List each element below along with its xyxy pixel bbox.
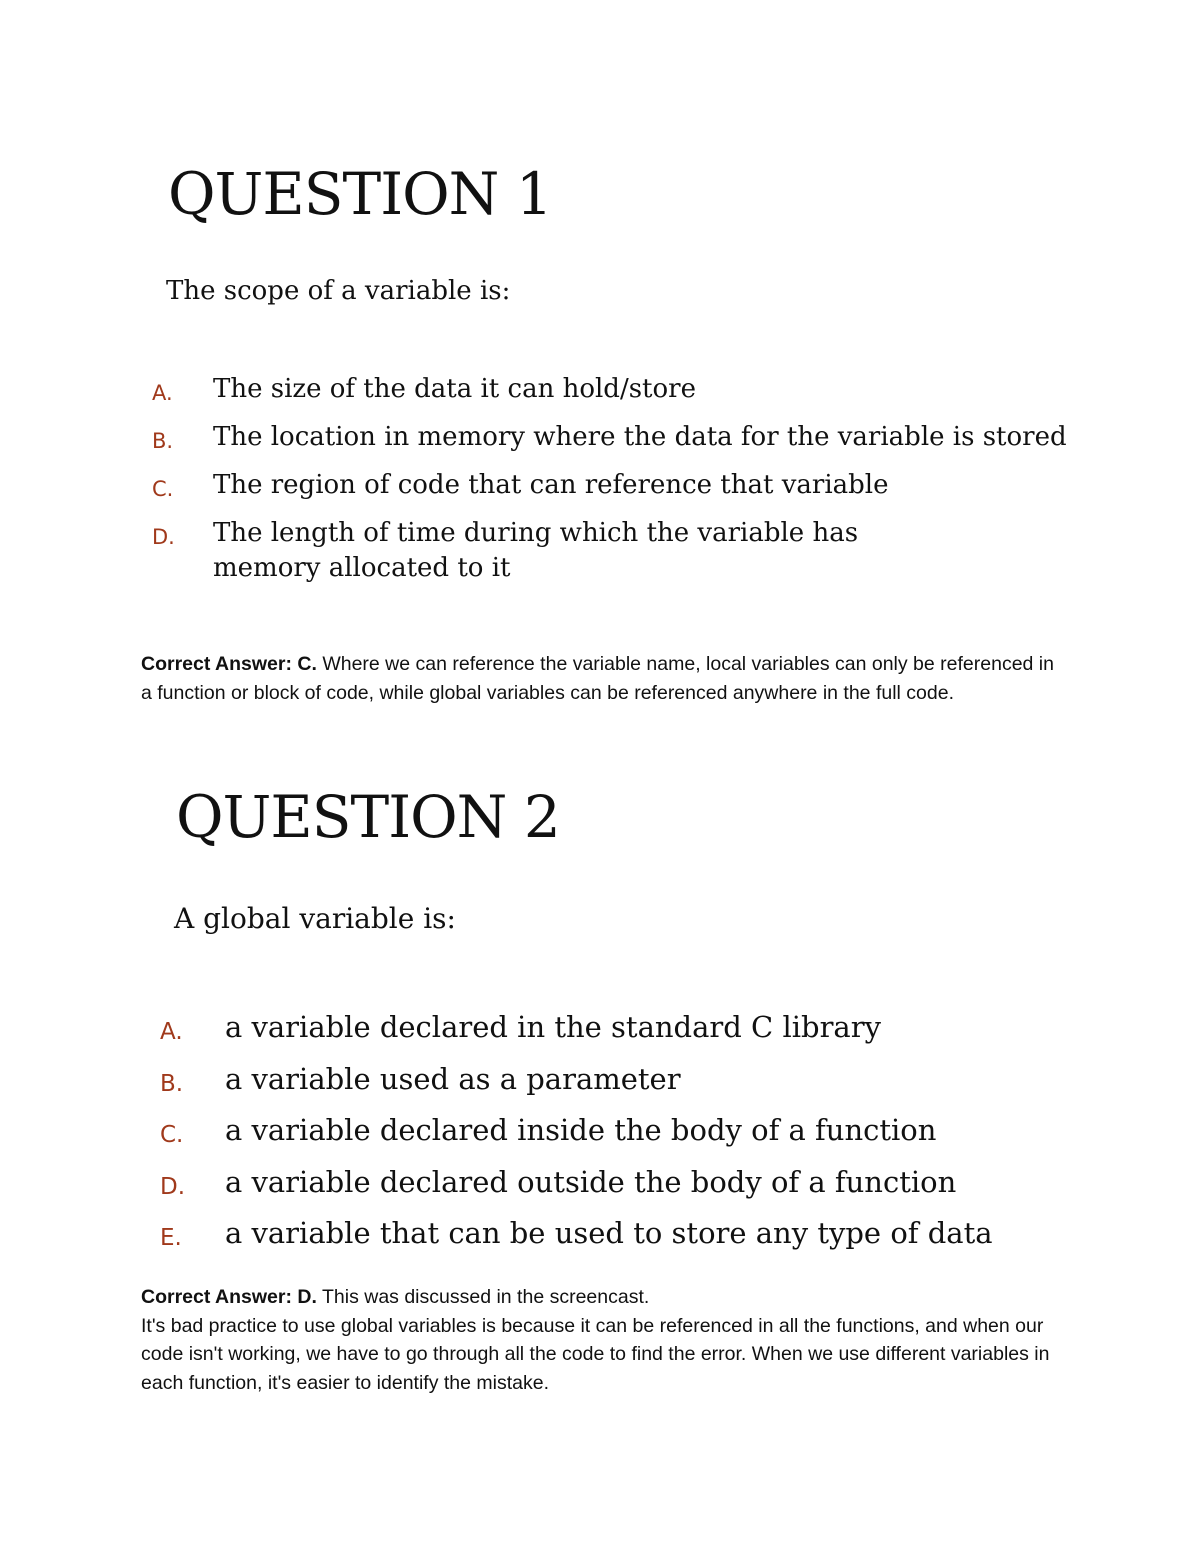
- option-text: a variable that can be used to store any type of data: [225, 1216, 993, 1250]
- option-text: a variable declared in the standard C library: [225, 1010, 881, 1044]
- option-text: a variable declared outside the body of a function: [225, 1164, 957, 1199]
- answer-extra-explanation: It's bad practice to use global variables is because it can be referenced in all the functions, and when our code isn't working, we have to go through all the code to find the error. When we use different variables in each function, it's easier to identify the mistake.: [141, 1314, 1050, 1395]
- question-2-option-b: [160, 1058, 1120, 1100]
- option-letter: A.: [152, 381, 173, 405]
- answer-label: Correct Answer: C.: [141, 653, 317, 675]
- option-text: The length of time during which the variable has memory allocated to it: [213, 518, 859, 583]
- option-letter: D.: [152, 525, 175, 549]
- question-1-title: QUESTION 1: [168, 160, 552, 228]
- question-1-options: [152, 372, 1112, 599]
- option-text: a variable used as a parameter: [225, 1061, 681, 1096]
- question-2-title: QUESTION 2: [176, 783, 560, 851]
- option-letter: E.: [160, 1225, 182, 1251]
- option-letter: B.: [152, 429, 174, 453]
- question-2-correct-answer: [141, 1283, 1061, 1398]
- question-1-option-d: [152, 516, 1112, 586]
- question-1-correct-answer: [141, 650, 1061, 707]
- question-2-options: [160, 1006, 1120, 1264]
- option-text: The region of code that can reference that variable: [213, 470, 889, 500]
- question-2-prompt: A global variable is:: [174, 902, 456, 935]
- answer-label: Correct Answer: D.: [141, 1286, 317, 1308]
- option-letter: D.: [160, 1173, 186, 1200]
- answer-explanation: This was discussed in the screencast.: [321, 1286, 650, 1308]
- question-1-option-a: [152, 372, 1112, 407]
- question-1-option-b: [152, 420, 1112, 455]
- answer-line: [141, 1283, 1061, 1312]
- question-2-option-d: [160, 1161, 1120, 1203]
- question-1-option-c: [152, 468, 1112, 503]
- question-2-option-c: [160, 1109, 1120, 1151]
- option-letter: C.: [152, 477, 174, 501]
- answer-explanation: Where we can reference the variable name, local variables can only be referenced in a function or block of code, while global variables can be referenced anywhere in the full code.: [141, 653, 1054, 704]
- question-1-prompt: The scope of a variable is:: [166, 276, 511, 306]
- option-text: The location in memory where the data for the variable is stored: [213, 422, 1067, 452]
- option-text: a variable declared inside the body of a function: [225, 1113, 937, 1147]
- option-letter: C.: [160, 1122, 184, 1148]
- option-letter: A.: [160, 1019, 183, 1045]
- question-2-option-a: [160, 1006, 1120, 1048]
- option-text: The size of the data it can hold/store: [213, 374, 696, 404]
- option-letter: B.: [160, 1070, 184, 1097]
- question-2-option-e: [160, 1212, 1120, 1254]
